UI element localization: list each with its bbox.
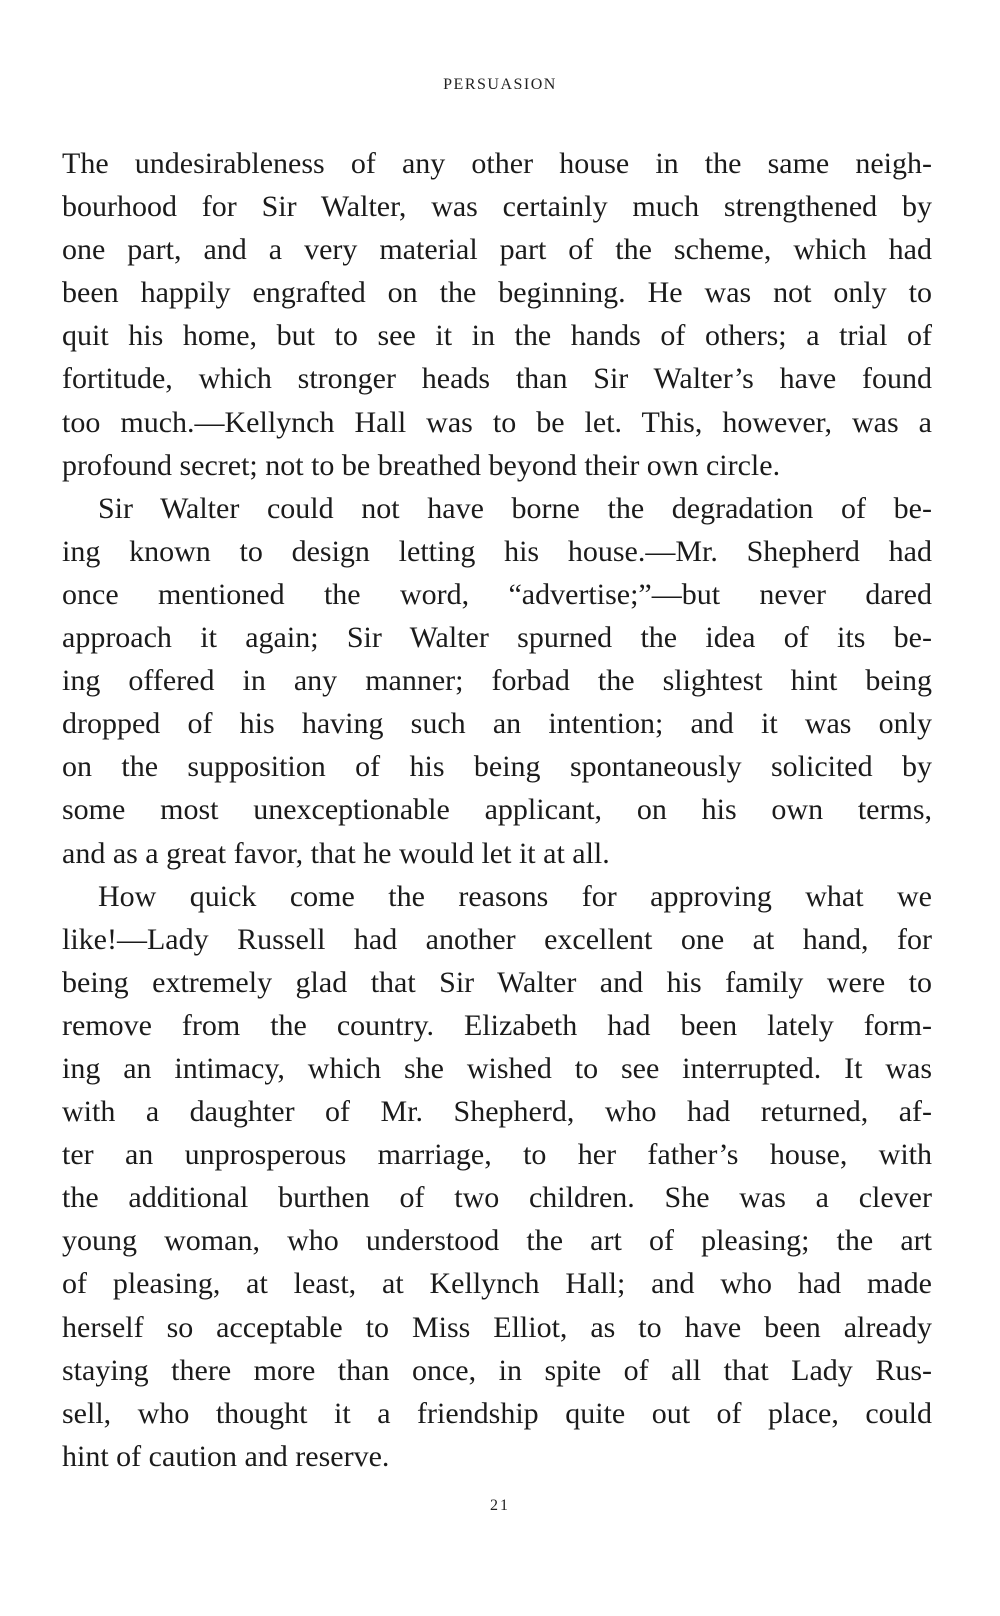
- text-line: and as a great favor, that he would let it at all.: [62, 836, 610, 870]
- text-line: dropped of his having such an intention; and it was only: [62, 707, 932, 741]
- text-line: bourhood for Sir Walter, was certainly much strengthened by: [62, 190, 932, 224]
- paragraph: [62, 875, 932, 1478]
- running-head: PERSUASION: [443, 76, 557, 93]
- text-line: like!—Lady Russell had another excellent one at hand, for: [62, 922, 932, 956]
- text-line: of pleasing, at least, at Kellynch Hall; and who had made: [62, 1267, 932, 1301]
- text-line: Sir Walter could not have borne the degradation of be-: [98, 491, 932, 525]
- text-line: How quick come the reasons for approving what we: [98, 879, 932, 913]
- text-line: ing an intimacy, which she wished to see interrupted. It was: [62, 1051, 932, 1085]
- text-line: remove from the country. Elizabeth had been lately form-: [62, 1008, 932, 1042]
- text-line: profound secret; not to be breathed beyond their own circle.: [62, 448, 781, 482]
- text-line: The undesirableness of any other house in the same neigh-: [62, 147, 932, 180]
- text-line: herself so acceptable to Miss Elliot, as to have been already: [62, 1310, 932, 1344]
- text-line: too much.—Kellynch Hall was to be let. This, however, was a: [62, 405, 932, 439]
- text-line: staying there more than once, in spite of all that Lady Rus-: [62, 1353, 932, 1387]
- text-line: hint of caution and reserve.: [62, 1439, 390, 1473]
- body-text: [62, 142, 932, 1478]
- text-line: being extremely glad that Sir Walter and his family were to: [62, 965, 932, 999]
- text-line: some most unexceptionable applicant, on his own terms,: [62, 793, 932, 827]
- paragraph: [62, 142, 932, 487]
- text-line: fortitude, which stronger heads than Sir Walter’s have found: [62, 362, 932, 396]
- text-line: quit his home, but to see it in the hands of others; a trial of: [62, 319, 932, 353]
- text-line: ter an unprosperous marriage, to her father’s house, with: [62, 1138, 932, 1172]
- text-line: young woman, who understood the art of pleasing; the art: [62, 1224, 932, 1258]
- text-line: one part, and a very material part of the scheme, which had: [62, 233, 932, 267]
- text-line: sell, who thought it a friendship quite out of place, could: [62, 1396, 932, 1430]
- text-line: approach it again; Sir Walter spurned the idea of its be-: [62, 621, 932, 655]
- page-number: 21: [490, 1497, 510, 1514]
- text-line: with a daughter of Mr. Shepherd, who had returned, af-: [62, 1095, 932, 1129]
- text-line: on the supposition of his being spontaneously solicited by: [62, 750, 932, 784]
- paragraph: [62, 487, 932, 875]
- text-line: the additional burthen of two children. She was a clever: [62, 1181, 932, 1215]
- text-line: ing offered in any manner; forbad the slightest hint being: [62, 664, 932, 698]
- text-line: once mentioned the word, “advertise;”—but never dared: [62, 577, 932, 611]
- text-line: been happily engrafted on the beginning. He was not only to: [62, 276, 932, 310]
- text-line: ing known to design letting his house.—Mr. Shepherd had: [62, 534, 932, 568]
